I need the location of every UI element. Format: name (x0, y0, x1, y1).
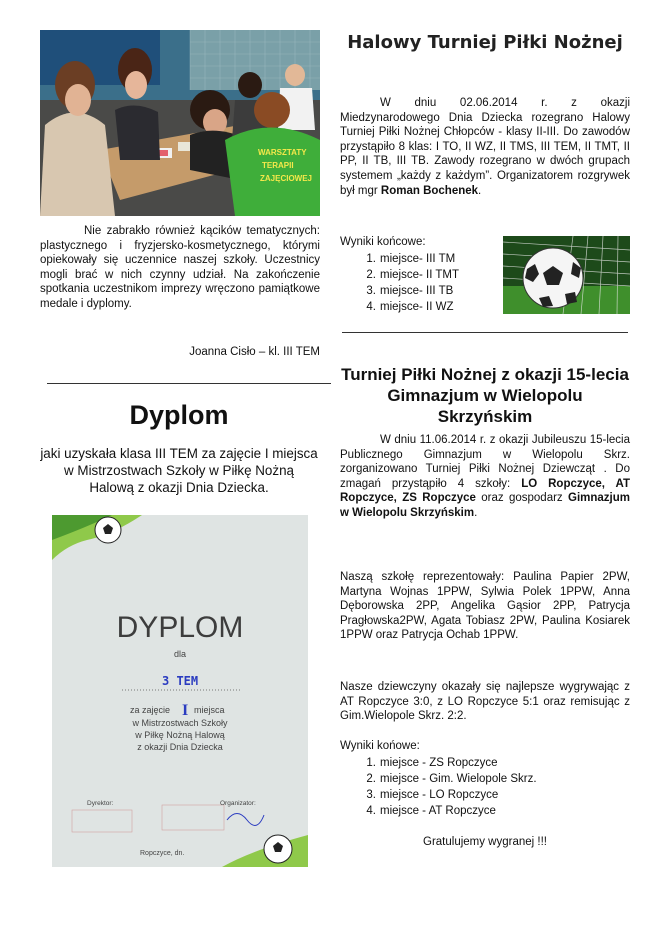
shirt-text-2: TERAPII (262, 161, 294, 170)
article2-paragraph (340, 433, 630, 521)
results2-label: Wyniki końowe: (340, 740, 420, 752)
results1-list (340, 251, 459, 315)
list-item (340, 251, 459, 267)
diploma-place-date: Ropczyce, dn. (140, 850, 185, 857)
author-line: Joanna Cisło – kl. III TEM (189, 346, 320, 358)
diploma-image (52, 515, 308, 867)
article2-text-end: . (474, 506, 478, 519)
article1-title: Halowy Turniej Piłki Nożnej (347, 32, 623, 53)
list-text: miejsce - ZS Ropczyce (380, 757, 498, 769)
organizer-name: Roman Bochenek (380, 184, 479, 197)
list-number: 1. (366, 757, 376, 769)
article2-text: W dniu 11.06.2014 r. z okazji Jubileuszu 15-lecia Publicznego Gimnazjum w Wielopolu Skrz. zorganizowano Turniej Piłki Nożnej Dziewcząt . Do zmagań przystąpiło 4 szkoły: (340, 434, 630, 490)
list-item (340, 755, 537, 771)
football-photo (503, 236, 630, 314)
diploma-place: I (182, 702, 189, 719)
diploma-miejsca: miejsca (194, 705, 225, 715)
diploma-organizator: Organizator: (220, 800, 256, 807)
diploma-handwritten-class: 3 TEM (162, 674, 199, 688)
diploma-line4: z okazji Dnia Dziecka (137, 742, 223, 752)
results1-label: Wyniki końcowe: (340, 236, 426, 248)
shirt-text-3: ZAJĘCIOWEJ (260, 174, 313, 183)
list-text: miejsce - Gim. Wielopole Skrz. (380, 773, 537, 785)
article1-text: W dniu 02.06.2014 r. z okazji Miedzynarodowego Dnia Dziecka rozegrano Halowy Turniej Piłki Nożnej Chłopców - klasy II-III. Do zawodów przystąpiło 8 klas: I TO, II WZ, II TMS, III TEM, II TMT, II PP, II TB, III TB. Zawody rozegrano w dwóch grupach systemem „każdy z każdym”. Organizatorem rozgrywek był mgr (340, 97, 630, 197)
list-number: 3. (366, 285, 376, 297)
list-number: 4. (366, 301, 376, 313)
article2-text-mid: oraz gospodarz (475, 492, 569, 505)
list-number: 1. (366, 253, 376, 265)
photo-caption: Nie zabrakło również kącików tematycznych: plastycznego i fryzjersko-kosmetycznego, którymi opiekowały się uczennice naszej szkoły. Uczestnicy mogli brać w nich czynny udział. Na zakończenie spotkania uczestnikom imprezy wręczono pamiątkowe medale i dyplomy. (40, 225, 320, 310)
diploma-line3: w Piłkę Nożną Halową (135, 730, 225, 740)
host-bold: Gimnazjum w Wielopolu Skrzyńskim (340, 492, 630, 519)
list-text: miejsce- III TB (380, 285, 454, 297)
list-text: miejsce - AT Ropczyce (380, 805, 496, 817)
list-number: 2. (366, 269, 376, 281)
list-number: 2. (366, 773, 376, 785)
list-item (340, 771, 537, 787)
schools-bold: LO Ropczyce, AT Ropczyce, ZS Ropczyce (340, 477, 630, 505)
article1-text-end: . (478, 184, 482, 197)
divider-left (47, 383, 331, 384)
list-item (340, 267, 459, 283)
dyplom-title: Dyplom (129, 400, 229, 430)
list-item (340, 787, 537, 803)
players-paragraph: Naszą szkołę reprezentowały: Paulina Papier 2PW, Martyna Wojnas 1PPW, Sylwia Polek 1PPW, Anna Dęborowska 2PP, Angelika Gąsior 2PP, Patrycja Pragłowska2PW, Agata Tobiasz 2PW, Paulina Kosiarek 1PPW oraz Patrycja Ochab 1PPW. (340, 571, 630, 642)
diploma-line2: w Mistrzostwach Szkoły (132, 718, 228, 728)
diploma-heading: DYPLOM (116, 611, 244, 644)
dyplom-subtitle: jaki uzyskała klasa III TEM za zajęcie I miejsca w Mistrzostwach Szkoły w Piłkę Nożną Halową z okazji Dnia Dziecka. (40, 446, 318, 495)
matches-paragraph: Nasze dziewczyny okazały się najlepsze wygrywając z AT Ropczyce 3:0, z LO Ropczyce 5:1 oraz remisując z Gim.Wielopole Skrz. 2:2. (340, 681, 630, 723)
diploma-dyrektor: Dyrektor: (87, 800, 114, 807)
diploma-dla: dla (173, 649, 187, 659)
diploma-za: za zajęcie (130, 705, 171, 715)
shirt-text-1: WARSZTATY (258, 148, 307, 157)
list-text: miejsce - LO Ropczyce (380, 789, 499, 801)
event-photo (40, 30, 320, 216)
results2-list (340, 755, 537, 819)
divider-right (342, 332, 628, 333)
article1-paragraph (340, 96, 630, 198)
article2-title: Turniej Piłki Nożnej z okazji 15-lecia Gimnazjum w Wielopolu Skrzyńskim (341, 365, 629, 426)
list-item (340, 299, 459, 315)
list-item (340, 803, 537, 819)
list-item (340, 283, 459, 299)
list-text: miejsce- III TM (380, 253, 456, 265)
list-number: 3. (366, 789, 376, 801)
list-text: miejsce- II WZ (380, 301, 454, 313)
congratulations: Gratulujemy wygranej !!! (423, 836, 547, 848)
list-text: miejsce- II TMT (380, 269, 460, 281)
list-number: 4. (366, 805, 376, 817)
